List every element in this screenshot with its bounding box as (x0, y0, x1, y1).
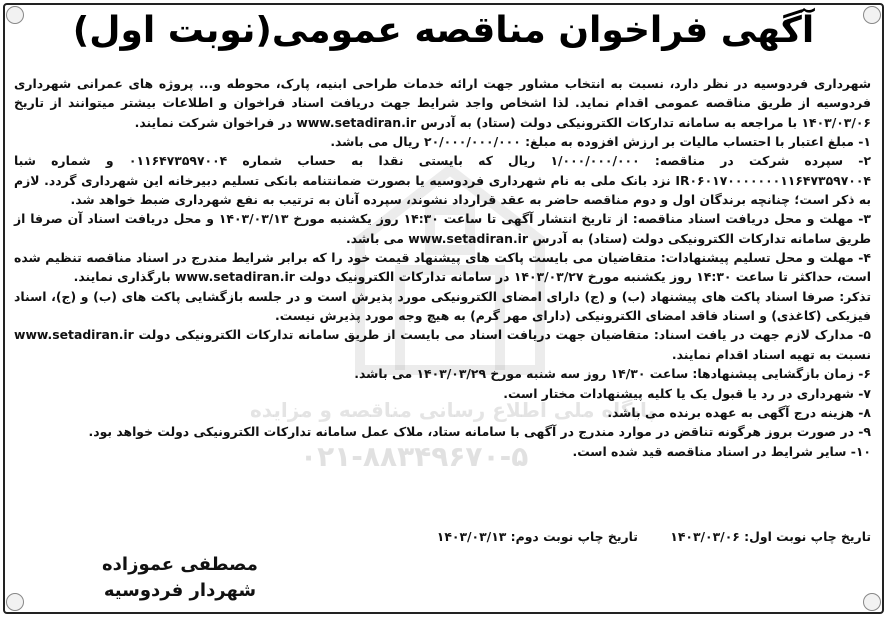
notice-item: ۵- مدارک لازم جهت در یافت اسناد: متقاضیان جهت دریافت اسناد می بایست از طریق سامانه تدارکات الکترونیکی دولت www.setadiran.ir نسبت به تهیه اسناد اقدام نمایند. (14, 327, 871, 362)
notice-note: تذکر: صرفا اسناد پاکت های پیشنهاد (ب) و (ج) دارای امضای الکترونیکی مورد پذیرش است و در جلسه بازگشایی پاکت های (ب) و (ج)، اسناد فیزیکی (کاغذی) و اسناد فاقد امضای الکترونیکی (دارای مهر گرم) به هیچ وجه مورد پذیرش نیست. (14, 288, 871, 324)
corner-ornament (863, 593, 881, 611)
notice-intro: شهرداری فردوسیه در نظر دارد، نسبت به انتخاب مشاور جهت ارائه خدمات طراحی ابنیه، پارک، محوطه و... پروژه های عمرانی شهرداری فردوسیه از طریق مناقصه عمومی اقدام نماید. لذا اشخاص واجد شرایط جهت دریافت اسناد فراخوان و اطلاعات بیشتر میتوانند از تاریخ ۱۴۰۳/۰۳/۰۶ با مراجعه به سامانه تدارکات الکترونیکی دولت (ستاد) به آدرس www.setadiran.ir در فراخوان شرکت نمایند. (14, 76, 871, 130)
notice-item: ۷- شهرداری در رد یا قبول یک یا کلیه پیشنهادات مختار است. (503, 385, 871, 401)
notice-item: ۳- مهلت و محل دریافت اسناد مناقصه: از تاریخ انتشار آگهی تا ساعت ۱۴:۳۰ روز یکشنبه مورخ ۱۴۰۳/۰۳/۱۳ و محل دریافت اسناد آن صرفا از طریق سامانه تدارکات الکترونیکی دولت (ستاد) به آدرس www.setadiran.ir می باشد. (14, 211, 871, 246)
notice-body (14, 74, 871, 461)
notice-item: ۱۰- سایر شرایط در اسناد مناقصه قید شده است. (572, 443, 871, 459)
print-dates (300, 527, 871, 546)
notice-title: آگهی فراخوان مناقصه عمومی(نوبت اول) (72, 10, 815, 51)
watermark-text: پایگاه ملی اطلاع رسانی مناقصه و مزایده (250, 398, 655, 422)
notice-item: ۹- در صورت بروز هرگونه تناقض در موارد مندرج در آگهی با سامانه ستاد، ملاک عمل سامانه تدارکات الکترونیکی دولت خواهد بود. (88, 424, 871, 440)
notice-item: ۶- زمان بازگشایی پیشنهادها: ساعت ۱۴/۳۰ روز سه شنبه مورخ ۱۴۰۳/۰۳/۲۹ می باشد. (354, 366, 871, 382)
notice-item: ۸- هزینه درج آگهی به عهده برنده می باشد. (607, 404, 871, 420)
corner-ornament (6, 593, 24, 611)
signer-name: مصطفی عموزاده (102, 554, 258, 575)
notice-item: ۴- مهلت و محل تسلیم پیشنهادات: متقاضیان می بایست پاکت های پیشنهاد قیمت خود را که برابر شرایط مندرج در اسناد مناقصه تنظیم شده است، حداکثر تا ساعت ۱۴:۳۰ روز یکشنبه مورخ ۱۴۰۳/۰۳/۲۷ در سامانه تدارکات الکترونیک دولت www.setadiran.ir بارگذاری نمایند. (14, 250, 871, 285)
notice-item: ۲- سپرده شرکت در مناقصه: ۱/۰۰۰/۰۰۰/۰۰۰ ریال که بایستی نقدا به حساب شماره ۰۱۱۶۴۷۳۵۹۷۰۰۴ و شماره شبا IR۰۶۰۱۷۰۰۰۰۰۰۰۱۱۶۴۷۳۵۹۷۰۰۴ نزد بانک ملی به نام شهرداری فردوسیه یا بصورت ضمانتنامه بانکی تسلیم دبیرخانه این شهرداری گردد. لازم به ذکر است؛ چنانچه برندگان اول و دوم مناقصه حاضر به عقد قرارداد نشوند، سپرده آنان به ترتیب به نفع شهرداری ضبط خواهد شد. (14, 153, 872, 208)
print-date-first: تاریخ چاپ نوبت اول: ۱۴۰۳/۰۳/۰۶ (670, 529, 871, 544)
notice-item: ۱- مبلغ اعتبار با احتساب مالیات بر ارزش افزوده به مبلغ: ۲۰/۰۰۰/۰۰۰/۰۰۰ ریال می باشد. (330, 134, 871, 150)
signer-title: شهردار فردوسیه (103, 580, 257, 601)
print-date-second: تاریخ چاپ نوبت دوم: ۱۴۰۳/۰۳/۱۳ (436, 529, 638, 544)
watermark-phone: ۰۲۱-۸۸۳۴۹۶۷۰-۵ (300, 440, 529, 473)
signature-block (80, 552, 280, 604)
